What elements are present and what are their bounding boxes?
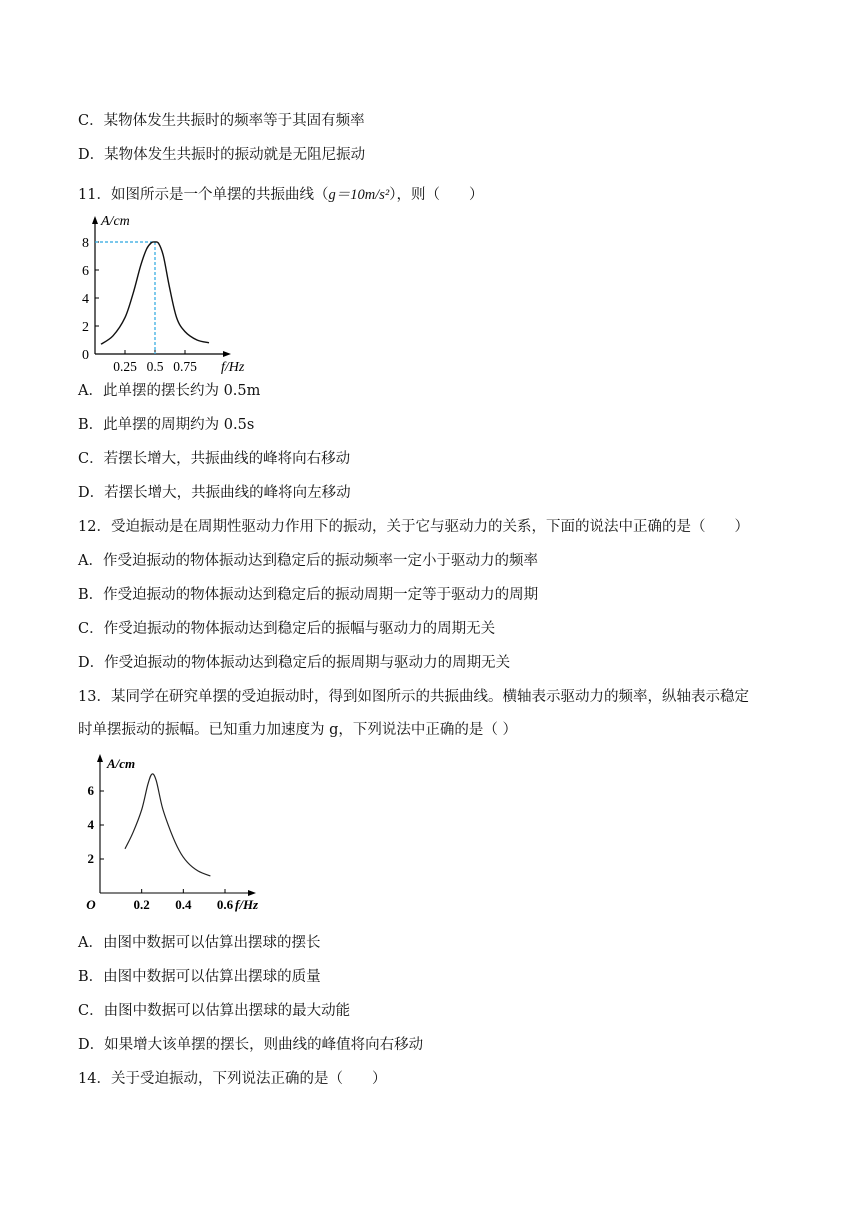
q13-stem-line1: 13．某同学在研究单摆的受迫振动时，得到如图所示的共振曲线。横轴表示驱动力的频率，纵轴表示稳定 [78, 689, 749, 705]
q13-stem-line2: 时单摆振动的振幅。已知重力加速度为 g，下列说法中正确的是（ ） [78, 722, 517, 738]
q12-option-c: C．作受迫振动的物体振动达到稳定后的振幅与驱动力的周期无关 [78, 621, 496, 637]
q13-option-b: B．由图中数据可以估算出摆球的质量 [78, 969, 321, 985]
q11-stem-before: 11．如图所示是一个单摆的共振曲线（ [78, 187, 329, 203]
x-tick-label: 0.6 [216, 897, 234, 912]
q13-option-d: D．如果增大该单摆的摆长，则曲线的峰值将向右移动 [78, 1037, 424, 1053]
y-tick-label: 8 [82, 236, 89, 251]
q11-option-a: A．此单摆的摆长约为 0.5m [78, 383, 261, 399]
q13-option-c: C．由图中数据可以估算出摆球的最大动能 [78, 1003, 351, 1019]
origin-label: O [86, 897, 96, 912]
x-axis-arrow [248, 890, 256, 896]
q12-option-a: A．作受迫振动的物体振动达到稳定后的振动频率一定小于驱动力的频率 [78, 553, 538, 569]
y-axis-arrow [97, 754, 103, 762]
q11-stem-after: ），则（ ） [389, 187, 484, 203]
q11-option-d: D．若摆长增大，共振曲线的峰将向左移动 [78, 485, 351, 501]
q12-stem: 12．受迫振动是在周期性驱动力作用下的振动，关于它与驱动力的关系，下面的说法中正确的是（ ） [78, 519, 749, 535]
y-axis-label: A/cm [107, 756, 136, 771]
q11-option-c: C．若摆长增大，共振曲线的峰将向右移动 [78, 451, 351, 467]
q13-option-a: A．由图中数据可以估算出摆球的摆长 [78, 935, 321, 951]
x-tick-label: 0.25 [113, 359, 137, 374]
x-tick-label: 0.2 [133, 897, 150, 912]
q11-formula: g＝10m/s² [328, 187, 390, 203]
q11-option-b: B．此单摆的周期约为 0.5s [78, 417, 255, 433]
x-tick-label: 0.5 [146, 359, 164, 374]
y-tick-label: 6 [87, 783, 94, 798]
x-axis-arrow [223, 351, 231, 357]
q10-option-d: D．某物体发生共振时的振动就是无阻尼振动 [78, 147, 366, 163]
resonance-curve [125, 774, 210, 876]
resonance-curve-chart-2 [84, 752, 284, 917]
x-axis-label: f/Hz [235, 897, 259, 912]
q12-option-b: B．作受迫振动的物体振动达到稳定后的振动周期一定等于驱动力的周期 [78, 587, 539, 603]
resonance-curve-chart-1 [72, 214, 245, 376]
q12-option-d: D．作受迫振动的物体振动达到稳定后的振周期与驱动力的周期无关 [78, 655, 511, 671]
x-axis-label: f/Hz [221, 360, 245, 375]
x-tick-label: 0.4 [175, 897, 192, 912]
q11-stem [78, 185, 483, 205]
y-tick-label: 4 [82, 292, 89, 307]
q10-option-c: C．某物体发生共振时的频率等于其固有频率 [78, 113, 365, 129]
y-axis-arrow [92, 216, 98, 224]
x-tick-label: 0.75 [173, 359, 197, 374]
q14-stem: 14．关于受迫振动，下列说法正确的是（ ） [78, 1071, 387, 1087]
y-tick-label: 4 [87, 817, 94, 832]
y-axis-label: A/cm [101, 214, 130, 229]
y-tick-label: 0 [82, 348, 89, 363]
y-tick-label: 2 [87, 851, 94, 866]
y-tick-label: 6 [82, 264, 89, 279]
y-tick-label: 2 [82, 320, 89, 335]
